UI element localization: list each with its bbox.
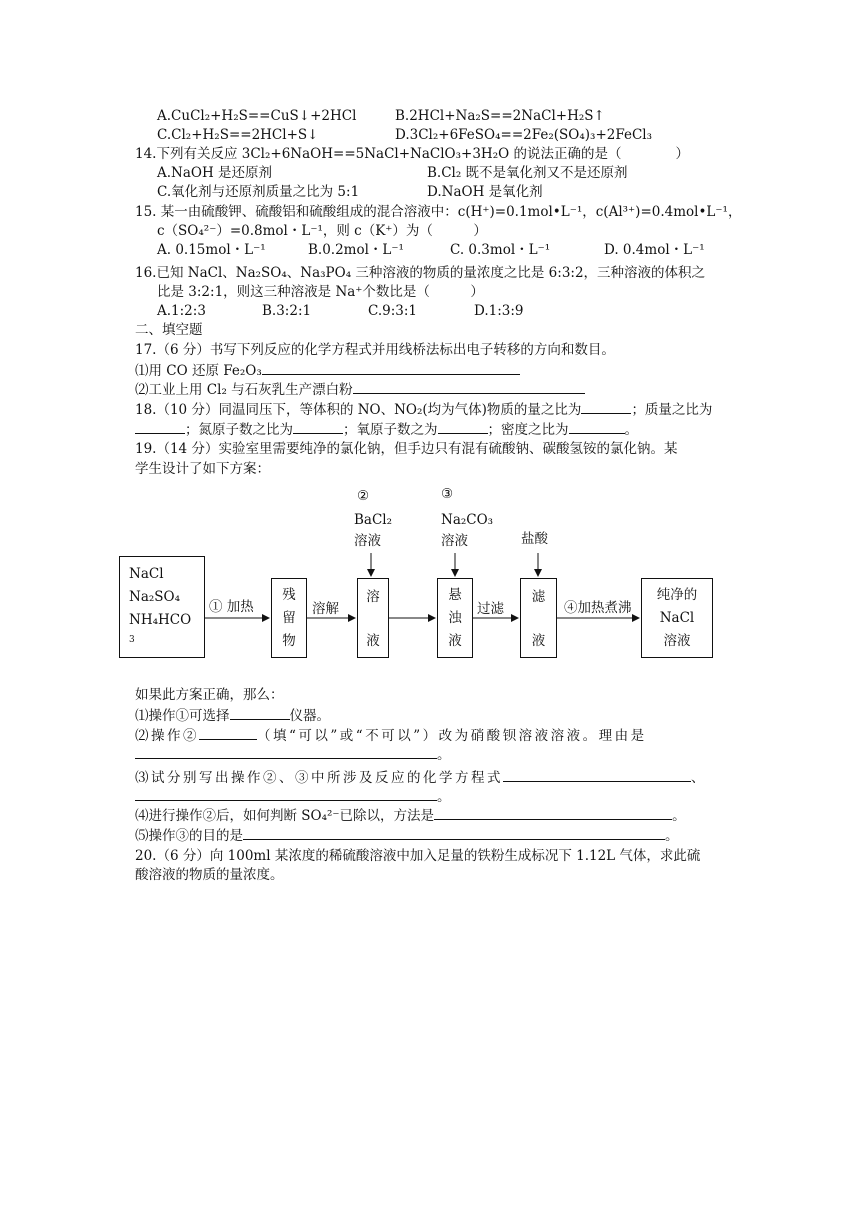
q17-stem: 17.（6 分）书写下列反应的化学方程式并用线桥法标出电子转移的方向和数目。 [135, 342, 615, 358]
q19-sub3-text-b: 、 [691, 770, 707, 786]
q14-option-c: C.氧化剂与还原剂质量之比为 5:1 [157, 184, 360, 200]
box-residue-2: 留 [282, 610, 296, 626]
label-bacl2: BaCl₂ [354, 512, 393, 528]
q19-sub5-blank[interactable] [243, 826, 665, 840]
q19-sub1-text-a: ⑴操作①可选择 [135, 708, 230, 724]
q15-option-c: C. 0.3mol・L⁻¹ [450, 242, 551, 258]
box-filtrate-2: 液 [531, 633, 546, 649]
q16-option-c: C.9:3:1 [368, 303, 418, 319]
q19-intro: 如果此方案正确，那么： [135, 687, 284, 703]
label-step1-heat: ① 加热 [209, 599, 254, 615]
q18-text-4: ；氧原子数之为 [343, 422, 438, 438]
q20-stem-line1: 20.（6 分）向 100ml 某浓度的稀硫酸溶液中加入足量的铁粉生成标况下 1.12L 气体，求此硫 [135, 848, 701, 864]
label-dissolve: 溶解 [312, 601, 339, 617]
q19-sub2-line1 [135, 726, 647, 745]
q15-option-a: A. 0.15mol・L⁻¹ [157, 242, 266, 258]
section-title-fill-blank: 二、填空题 [135, 322, 203, 338]
box-solution-2: 液 [366, 633, 380, 649]
q19-sub3-blank-eq3[interactable] [135, 787, 437, 801]
q16-stem-line2: 比是 3:2:1，则这三种溶液是 Na⁺个数比是（ ） [157, 284, 484, 300]
q13-option-a: A.CuCl₂+H₂S==CuS↓+2HCl [157, 108, 357, 124]
q19-sub5 [135, 826, 679, 845]
q19-sub2-text-b: （填“可以”或“不可以”）改为硝酸钡溶液溶液。理由是 [257, 728, 647, 744]
q15-stem-line2: c（SO₄²⁻）=0.8mol・L⁻¹，则 c（K⁺）为（ ） [157, 223, 487, 239]
q15-option-b: B.0.2mol・L⁻¹ [308, 242, 404, 258]
q19-sub3-text-a: ⑶试分别写出操作②、③中所涉及反应的化学方程式 [135, 770, 503, 786]
q19-sub3-blank-eq2[interactable] [503, 768, 691, 782]
q15-stem-line1: 15. 某一由硫酸钾、硫酸铝和硫酸组成的混合溶液中：c(H⁺)=0.1mol•L⁻¹，c(Al³⁺)=0.4mol•L⁻¹， [135, 204, 742, 220]
q18-text-1: 18.（10 分）同温同压下，等体积的 NO、NO₂(均为气体)物质的量之比为 [135, 402, 582, 418]
q16-stem-line1: 16.已知 NaCl、Na₂SO₄、Na₃PO₄ 三种溶液的物质的量浓度之比是 6:3:2，三种溶液的体积之 [135, 265, 706, 281]
box-pure-1: 纯净的 [656, 587, 698, 603]
q19-sub5-text-a: ⑸操作③的目的是 [135, 828, 243, 844]
q19-sub2-line2 [135, 745, 451, 764]
q19-sub1 [135, 706, 330, 725]
q13-option-b: B.2HCl+Na₂S==2NaCl+H₂S↑ [395, 108, 605, 124]
q17-item2-text: ⑵工业上用 Cl₂ 与石灰乳生产漂白粉 [135, 382, 353, 398]
label-step2-number: ② [357, 488, 370, 504]
q19-sub5-text-b: 。 [665, 828, 679, 844]
box-start-line1: NaCl [129, 566, 164, 582]
box-suspension-3: 液 [448, 633, 462, 649]
q19-stem-line2: 学生设计了如下方案： [135, 461, 270, 477]
q13-option-d: D.3Cl₂+6FeSO₄==2Fe₂(SO₄)₃+2FeCl₃ [395, 127, 653, 143]
box-residue-3: 物 [282, 633, 296, 649]
q18-text-2: ；质量之比为 [631, 402, 713, 418]
box-suspension-2: 浊 [448, 610, 462, 626]
box-suspension-1: 悬 [448, 587, 462, 603]
q19-sub4-text-b: 。 [672, 808, 686, 824]
q19-sub1-blank[interactable] [230, 706, 290, 720]
box-start-line4: 3 [129, 635, 135, 645]
q19-sub3-text-c: 。 [437, 789, 451, 805]
q14-option-d: D.NaOH 是氧化剂 [427, 184, 543, 200]
box-pure-3: 溶液 [663, 633, 691, 649]
q18-text-6: 。 [624, 422, 638, 438]
q14-stem: 14.下列有关反应 3Cl₂+6NaOH==5NaCl+NaClO₃+3H₂O 的说法正确的是（ ） [135, 146, 689, 162]
label-bacl2-solution: 溶液 [354, 533, 381, 549]
label-step4-boil: ④加热煮沸 [564, 600, 632, 616]
box-solution-1: 溶 [366, 589, 380, 605]
box-start-line3: NH₄HCO [129, 612, 192, 628]
q19-sub4-text-a: ⑷进行操作②后，如何判断 SO₄²⁻已除以，方法是 [135, 808, 435, 824]
q19-sub3-line1 [135, 768, 707, 787]
label-step3-number: ③ [441, 486, 454, 502]
q14-option-a: A.NaOH 是还原剂 [157, 165, 273, 181]
box-filtrate-1: 滤 [531, 589, 546, 605]
q19-sub2-text-a: ⑵操作② [135, 728, 199, 744]
q19-sub2-blank-choice[interactable] [199, 726, 257, 740]
q19-sub4 [135, 806, 686, 825]
q19-stem-line1: 19.（14 分）实验室里需要纯净的氯化钠，但手边只有混有硫酸钠、碳酸氢铵的氯化钠。某 [135, 441, 678, 457]
box-residue-1: 残 [282, 587, 296, 603]
q16-option-d: D.1:3:9 [474, 303, 524, 319]
q19-sub2-blank-reason[interactable] [135, 745, 437, 759]
q19-sub4-blank[interactable] [434, 806, 672, 820]
q16-option-a: A.1:2:3 [157, 303, 206, 319]
label-na2co3-solution: 溶液 [441, 533, 468, 549]
q19-sub1-text-b: 仪器。 [289, 708, 330, 724]
q17-item1-text: ⑴用 CO 还原 Fe₂O₃ [135, 363, 262, 379]
q18-text-5: ；密度之比为 [487, 422, 569, 438]
q19-sub2-text-c: 。 [437, 747, 451, 763]
q14-option-b: B.Cl₂ 既不是氧化剂又不是还原剂 [427, 165, 628, 181]
box-start-line2: Na₂SO₄ [129, 589, 181, 605]
q15-option-d: D. 0.4mol・L⁻¹ [604, 242, 705, 258]
q20-stem-line2: 酸溶液的物质的量浓度。 [135, 867, 284, 883]
q13-option-c: C.Cl₂+H₂S==2HCl+S↓ [157, 127, 319, 143]
label-na2co3: Na₂CO₃ [441, 512, 494, 528]
label-filter: 过滤 [477, 601, 504, 617]
q18-text-3: ；氮原子数之比为 [185, 422, 293, 438]
box-pure-2: NaCl [659, 610, 695, 626]
q19-sub3-line2 [135, 787, 451, 806]
q16-option-b: B.3:2:1 [262, 303, 312, 319]
label-hcl: 盐酸 [521, 531, 548, 547]
